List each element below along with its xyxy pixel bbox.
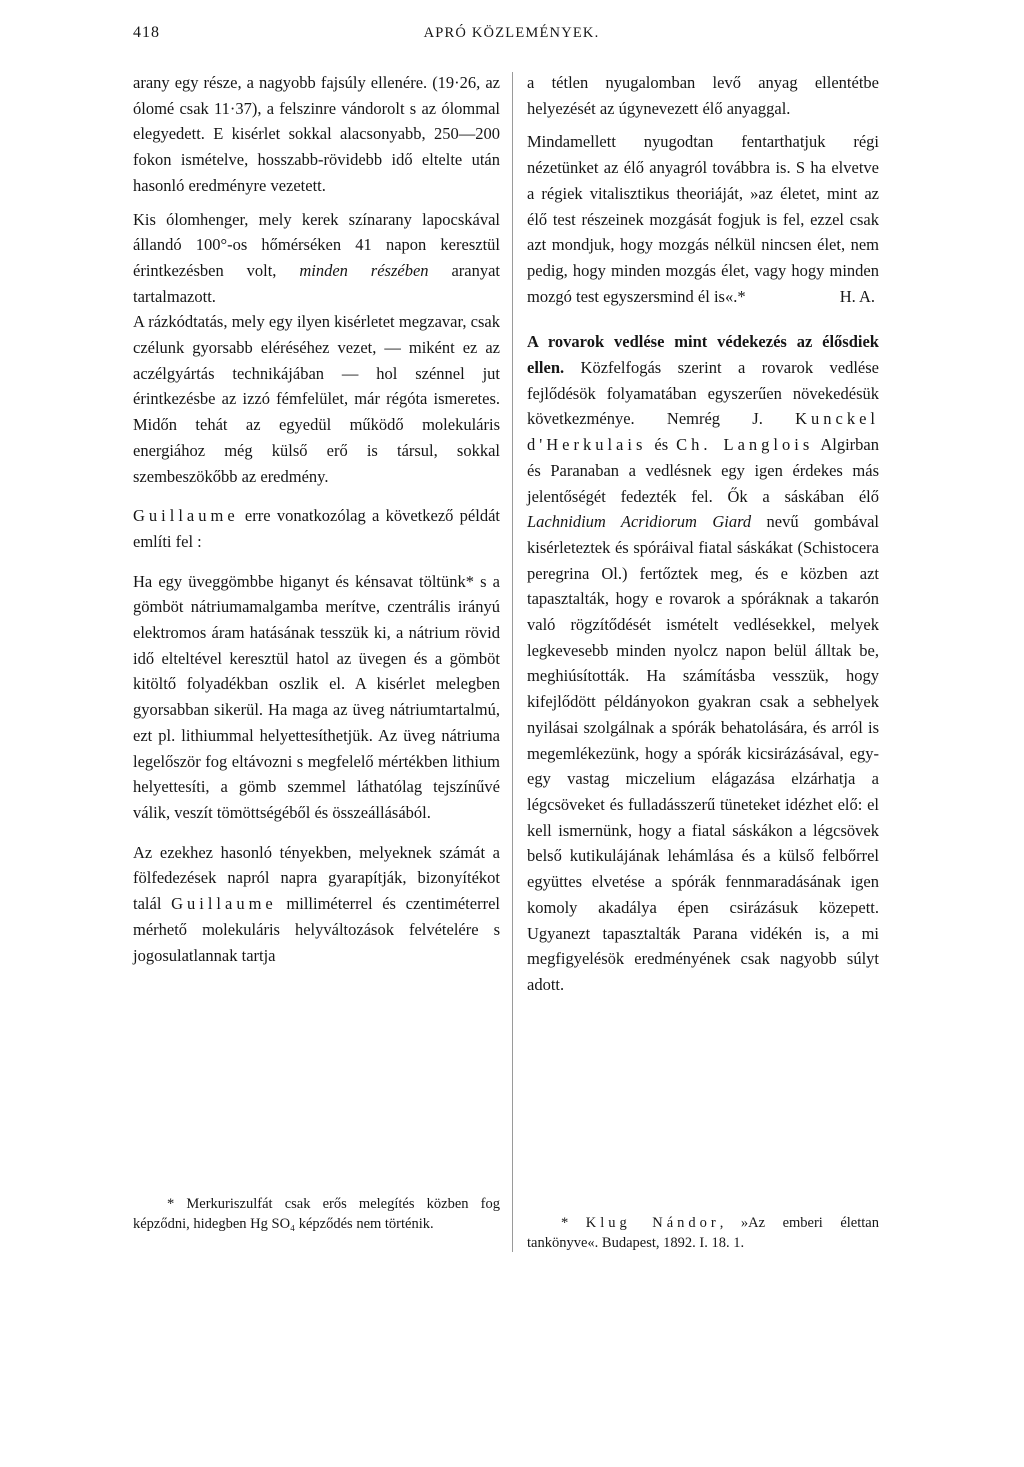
paragraph: A rovarok vedlése mint védekezés az élősdiek ellen. Közfelfogás szerint a rovarok vedlése fejlődésök folyamatában egyszerűen növekedésük következménye. Nemrég J. Kunckel d'Herkulais és Ch. Langlois Algirban és Paranaban a vedlésnek egy igen érdekes más jelentőségét fedezték fel. Ők a sáskában élő Lachnidium Acridiorum Giard nevű gombával kisérleteztek és spóráival fiatal sáskákat (Schistocera peregrina Ol.) fertőztek meg, és e közben azt tapasztalták, hogy e rovarok a spóráknak a takarón való rögzítődését ismételt vedlésekkel, melyek legkevesebb minden nyolcz napon belül álltak be, meghiúsították. Ha számításba vesszük, hogy kifejlődött példányokon gyakran csak a sebhelyek nyilásai szolgálnak a spórák behatolására, és arról is megemlékezünk, hogy a spórák kicsirázásával, egy-egy vastag miczelium elágazása elzárhatja a légcsöveket és fulladásszerű tüneteket idézhet elő: el kell ismernünk, hogy a fiatal sáskákon a légcsövek belső kutikulájának lehámlása és a külső felbőrrel együttes elvetése a spórák fennmaradásának igen komoly akadálya épen csirázásuk közepett. Ugyanezt tapasztalták Parana vidékén is, a mi megfigyelésök eredményének csak nagyobb súlyt adott. [527,332,879,994]
right-column [527,70,879,998]
signature: H. A. [839,286,875,306]
column-divider [512,72,513,1252]
author-name: Kunckel d'Herkulais [527,409,879,455]
paragraph: Ha egy üveggömbbe higanyt és kénsavat töltünk* s a gömböt nátriumamalgamba merítve, czentrális irányú elektromos áram hatásának tesszük ki, a nátrium rövid idő elteltével keresztül hatol az üvegen és a gömböt kitöltő folyadékban oszlik el. A kisérlet melegben gyorsabban sikerül. Ha maga az üveg nátriumtartalmú, ezt pl. lithiummal helyettesíthetjük. Az üveg nátriuma legelőször fog eltávozni s megfelelő mértékben lithium helyettesíti, a gömb szemmel láthatólag tejszínűvé válik, veszít tömöttségéből és összeállásából. [133,571,500,822]
paragraph: A rázkódtatás, mely egy ilyen kisérletet megzavar, csak czélunk gyorsabb eléréséhez vezet, — miként ez az aczélgyártás technikájában — hol szénnel jut érintkezésbe az izzó fémfelület, már régóta ismeretes. Midőn tehát az egyedül működő molekuláris energiához még külső erő is társul, sokkal szembeszökőbb az eredmény. [133,312,500,486]
emphasis: minden részében [299,260,429,280]
author-name: Klug Nándor [585,1215,720,1231]
paragraph: a tétlen nyugalomban levő anyag ellentétbe helyezését az úgynevezett élő anyaggal. [527,73,879,118]
paragraph: Kis ólomhenger, mely kerek színarany lapocskával állandó 100°-os hőmérséken 41 napon keresztül érintkezésben volt, minden részében aranyat tartalmazott. [133,209,500,306]
left-column [133,70,500,968]
footnote: * Klug Nándor, »Az emberi élettan tankönyve«. Budapest, 1892. I. 18. 1. [527,1215,879,1251]
page-header [133,24,890,48]
author-name: Guillaume [133,506,239,526]
paragraph: arany egy része, a nagyobb fajsúly ellenére. (19·26, az ólomé csak 11·37), a felszinre vándorolt s az ólommal elegyedett. E kisérlet sokkal alacsonyabb, 250—200 fokon ismételve, hosszabb-rövidebb idő eltelte után hasonló eredményre vezetett. [133,73,500,195]
paragraph: Az ezekhez hasonló tényekben, melyeknek számát a fölfedezések napról napra gyarapítják, bizonyítékot talál Guillaume milliméterrel és czentiméterrel mérhető molekuláris helyváltozások felvételére s jogosulatlannak tartja [133,842,500,965]
author-name: Guillaume [171,894,277,914]
paragraph: Guillaume erre vonatkozólag a következő példát említi fel : [133,506,500,551]
author-name: Ch. Langlois [676,435,814,455]
paragraph: Mindamellett nyugodtan fentarthatjuk régi nézetünket az élő anyagról továbbra is. S ha elvetve a régiek vitalisztikus theoriáját, »az életet, mint az élő test részeinek mozgását fogjuk is fel, ezzel csak azt mondjuk, hogy mozgás nélkül nincsen élet, nem pedig, hogy minden mozgás élet, vagy hogy minden mozgó test egyszersmind él is«.* H. A. [527,129,879,309]
species-name: Lachnidium Acridiorum Giard [527,512,752,532]
footnote: * Merkuriszulfát csak erős melegítés közben fog képződni, hidegben Hg SO₄ képződés nem történik. [133,1196,500,1232]
running-head: APRÓ KÖZLEMÉNYEK. [423,25,600,41]
article-title: A rovarok vedlése mint védekezés az élősdiek ellen. [527,332,879,378]
page-number: 418 [133,24,160,41]
